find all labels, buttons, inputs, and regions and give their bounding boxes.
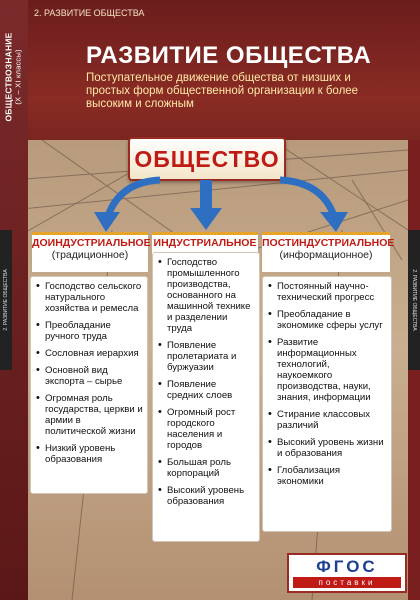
- arrow-center-icon: [186, 180, 226, 232]
- society-box: [128, 137, 286, 181]
- list-item: • Высокий уровень жизни и образования: [277, 437, 387, 459]
- list-item: • Господство сельского натурального хозяйства и ремесла: [45, 281, 143, 314]
- column-subtitle: (информационное): [279, 249, 373, 261]
- top-label-bar: [28, 6, 420, 22]
- column-subtitle: (традиционное): [51, 249, 129, 261]
- left-side-tab: [0, 230, 12, 370]
- list-item: • Появление средних слоев: [167, 379, 255, 401]
- list-item: • Сословная иерархия: [45, 348, 143, 359]
- list-item: • Огромная роль государства, церкви и армии в политической жизни: [45, 393, 143, 437]
- list-item: • Низкий уровень образования: [45, 443, 143, 465]
- list-item: • Преобладание в экономике сферы услуг: [277, 309, 387, 331]
- list-item: • Большая роль корпораций: [167, 457, 255, 479]
- list-item: • Развитие информационных технологий, наукоемкого производства, науки, знания, информации: [277, 337, 387, 403]
- logo-sub: поставки: [293, 577, 401, 588]
- column-list-preindustrial: [30, 276, 148, 494]
- right-side-tab: [408, 230, 420, 370]
- list-item: • Высокий уровень образования: [167, 485, 255, 507]
- column-header-postindustrial: [262, 232, 395, 272]
- column-list-industrial: [152, 252, 260, 542]
- column-title: ДОИНДУСТРИАЛЬНОЕ: [32, 237, 151, 249]
- page-subtitle: Поступательное движение общества от низших и простых форм общественной организации к более высоким и сложным: [86, 72, 359, 110]
- list-item: • Господство промышленного производства, основанного на машинной технике и разделении труда: [167, 257, 255, 334]
- logo-main: ФГОС: [316, 557, 378, 576]
- list-item: • Постоянный научно-технический прогресс: [277, 281, 387, 303]
- subject-label: [2, 12, 26, 142]
- right-side-tab-label: 2. РАЗВИТИЕ ОБЩЕСТВА: [411, 269, 417, 331]
- arrow-left-icon: [80, 176, 170, 236]
- list-item: • Стирание классовых различий: [277, 409, 387, 431]
- fgos-logo: [287, 553, 407, 593]
- top-label: 2. РАЗВИТИЕ ОБЩЕСТВА: [34, 8, 145, 18]
- subject-grades: (X – XI классы): [14, 49, 23, 105]
- left-side-tab-label: 2. РАЗВИТИЕ ОБЩЕСТВА: [3, 269, 9, 331]
- column-header-preindustrial: [32, 232, 151, 272]
- column-list-postindustrial: [262, 276, 392, 532]
- society-label: ОБЩЕСТВО: [134, 145, 280, 172]
- subject-title: ОБЩЕСТВОЗНАНИЕ: [4, 32, 14, 122]
- list-item: • Глобализация экономики: [277, 465, 387, 487]
- arrow-right-icon: [272, 176, 362, 236]
- list-item: • Появление пролетариата и буржуазии: [167, 340, 255, 373]
- list-item: • Преобладание ручного труда: [45, 320, 143, 342]
- list-item: • Огромный рост городского населения и городов: [167, 407, 255, 451]
- list-item: • Основной вид экспорта – сырье: [45, 365, 143, 387]
- column-title: ПОСТИНДУСТРИАЛЬНОЕ: [262, 237, 395, 249]
- page-title: РАЗВИТИЕ ОБЩЕСТВА: [86, 42, 372, 69]
- column-title: ИНДУСТРИАЛЬНОЕ: [153, 237, 257, 249]
